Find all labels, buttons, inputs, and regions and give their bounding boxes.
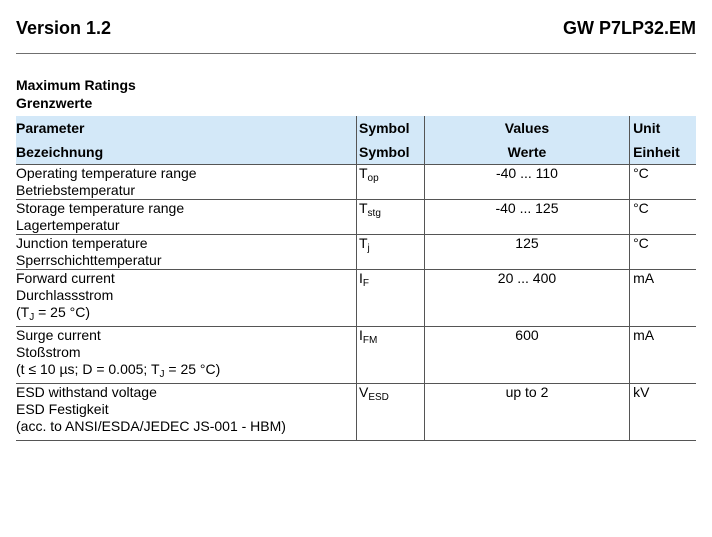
parameter-cell — [16, 200, 356, 235]
table-row — [16, 200, 696, 235]
parameter-condition: ($T_J = 25$ °C) — [16, 304, 91, 323]
parameter-de: ESD Festigkeit — [16, 401, 109, 417]
header-bezeichnung: Bezeichnung — [16, 140, 356, 165]
parameter-de: Betriebstemperatur — [16, 182, 136, 198]
value-cell: 20 ... 400 — [424, 270, 629, 327]
header-unit: Unit — [630, 116, 696, 140]
table-header-row-de — [16, 140, 696, 165]
unit-cell: °C — [630, 200, 696, 235]
symbol-cell: $V_{ESD}$ — [356, 384, 424, 441]
table-row — [16, 235, 696, 270]
parameter-de: Sperrschichttemperatur — [16, 252, 162, 268]
symbol-cell: $I_{FM}$ — [356, 327, 424, 384]
value-cell: up to 2 — [424, 384, 629, 441]
value-cell: 600 — [424, 327, 629, 384]
header-symbol-de: Symbol — [356, 140, 424, 165]
unit-cell: mA — [630, 270, 696, 327]
section-title — [16, 76, 136, 112]
symbol-cell: $T_{stg}$ — [356, 200, 424, 235]
parameter-en: Operating temperature range — [16, 165, 197, 181]
table-row — [16, 384, 696, 441]
parameter-cell — [16, 270, 356, 327]
symbol-cell: $T_j$ — [356, 235, 424, 270]
parameter-cell — [16, 235, 356, 270]
parameter-en: ESD withstand voltage — [16, 384, 157, 400]
symbol-cell: $I_F$ — [356, 270, 424, 327]
parameter-cell — [16, 327, 356, 384]
unit-cell: mA — [630, 327, 696, 384]
page-header — [16, 18, 696, 42]
parameter-en: Surge current — [16, 327, 101, 343]
maximum-ratings-table — [16, 116, 696, 441]
table-row — [16, 270, 696, 327]
header-parameter: Parameter — [16, 116, 356, 140]
section-title-en: Maximum Ratings — [16, 77, 136, 93]
parameter-en: Storage temperature range — [16, 200, 185, 216]
parameter-en: Forward current — [16, 270, 115, 286]
parameter-cell — [16, 384, 356, 441]
header-einheit: Einheit — [630, 140, 696, 165]
unit-cell: kV — [630, 384, 696, 441]
header-symbol: Symbol — [356, 116, 424, 140]
version-label: Version 1.2 — [16, 18, 112, 38]
value-cell: 125 — [424, 235, 629, 270]
parameter-cell — [16, 165, 356, 200]
parameter-de: Durchlassstrom — [16, 287, 114, 303]
parameter-condition: (t ≤ 10 µs; D = 0.005; $T_J = 25$ °C) — [16, 361, 221, 380]
header-werte: Werte — [424, 140, 629, 165]
table-row — [16, 165, 696, 200]
unit-cell: °C — [630, 165, 696, 200]
parameter-condition: (acc. to ANSI/ESDA/JEDEC JS-001 - HBM) — [16, 418, 286, 434]
parameter-de: Lagertemperatur — [16, 217, 120, 233]
symbol-cell: $T_{op}$ — [356, 165, 424, 200]
parameter-en: Junction temperature — [16, 235, 148, 251]
table-header-row-en — [16, 116, 696, 140]
product-code: GW P7LP32.EM — [562, 18, 696, 38]
parameter-de: Stoßstrom — [16, 344, 81, 360]
value-cell: -40 ... 125 — [424, 200, 629, 235]
unit-cell: °C — [630, 235, 696, 270]
value-cell: -40 ... 110 — [424, 165, 629, 200]
section-title-de: Grenzwerte — [16, 95, 93, 111]
header-values: Values — [424, 116, 629, 140]
header-divider — [16, 53, 696, 54]
table-row — [16, 327, 696, 384]
